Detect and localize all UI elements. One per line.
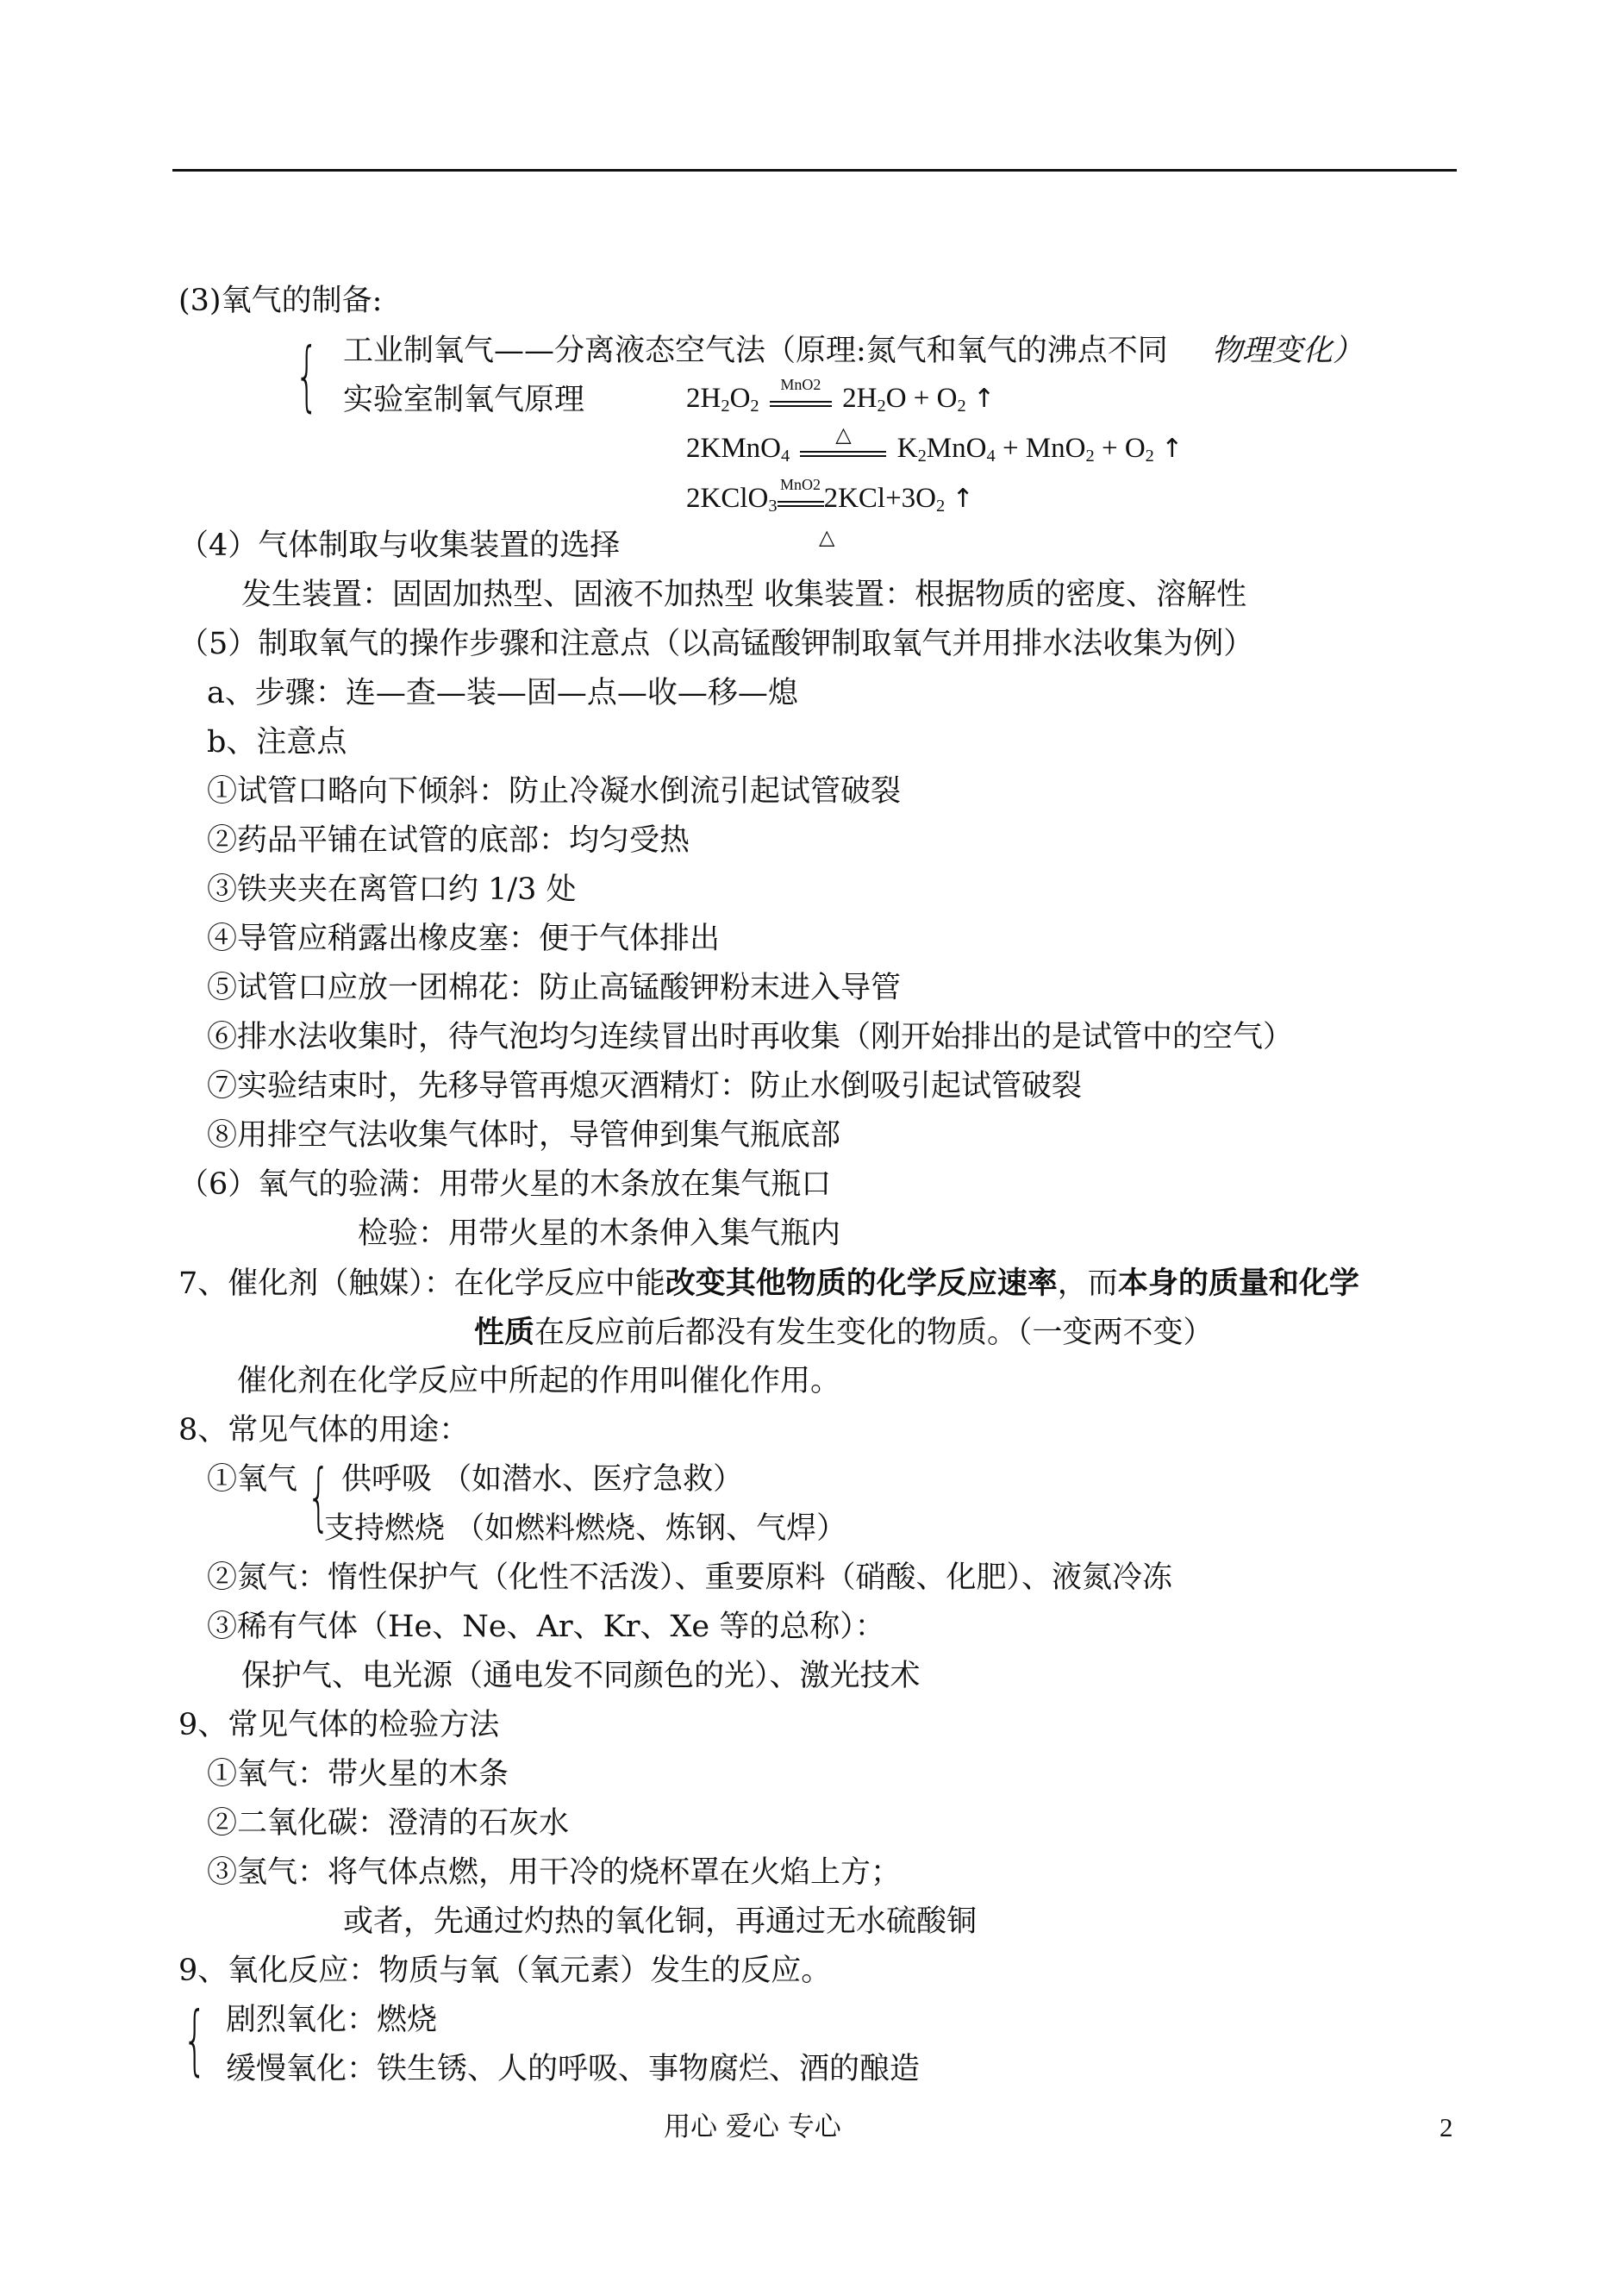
section7-definition: 7、催化剂（触媒）：在化学反应中能改变其他物质的化学反应速率，而本身的质量和化学: [178, 1266, 1359, 1301]
section5-point-3: ③铁夹夹在离管口约 1/3 处: [207, 872, 577, 907]
nitrogen-uses: ②氮气：惰性保护气（化性不活泼）、重要原料（硝酸、化肥）、液氮冷冻: [207, 1560, 1173, 1595]
section7-definition-cont: 性质在反应前后都没有发生变化的物质。（一变两不变）: [474, 1315, 1214, 1350]
gas-arrow-icon: ↑: [1161, 434, 1184, 464]
section5-point-5: ⑤试管口应放一团棉花：防止高锰酸钾粉末进入导管: [207, 971, 902, 1005]
section7-catalysis: 催化剂在化学反应中所起的作用叫催化作用。: [237, 1364, 841, 1398]
catalyst-label: MnO2: [780, 376, 821, 393]
physical-change-note: 物理变化）: [1211, 334, 1363, 368]
rare-gases-uses: 保护气、电光源（通电发不同颜色的光）、激光技术: [241, 1659, 921, 1693]
section9a-heading: 9、常见气体的检验方法: [178, 1708, 500, 1742]
equation-h2o2: $2H_2O_2$ MnO2 $2H_2O + O_2$ ↑: [686, 376, 996, 416]
gas-arrow-icon: ↑: [972, 384, 996, 414]
section3-heading: (3)氧气的制备:: [178, 284, 383, 318]
test-hydrogen: ③氢气：将气体点燃，用干冷的烧杯罩在火焰上方；: [207, 1855, 902, 1890]
footer-motto: 用心 爱心 专心: [664, 2111, 841, 2142]
gas-arrow-icon: ↑: [952, 484, 974, 514]
section5-notes-label: b、注意点: [207, 725, 347, 760]
oxygen-use-combustion: 支持燃烧 （如燃料燃烧、炼钢、气焊）: [324, 1511, 847, 1546]
lab-oxygen-label: 实验室制氧气原理: [343, 383, 585, 417]
brace-3: {: [295, 331, 319, 420]
heat-label: △: [835, 424, 852, 447]
equation-kclo3: 2KClO$_3$ MnO2 $2KCl+3O_2$ ↑: [686, 476, 974, 516]
section5-steps: a、步骤：连—查—装—固—点—收—移—熄: [207, 676, 798, 710]
industrial-oxygen: 工业制氧气——分离液态空气法（原理:氮气和氧气的沸点不同 物理变化）: [343, 334, 1363, 368]
section9b-heading: 9、氧化反应：物质与氧（氧元素）发生的反应。: [178, 1954, 832, 1988]
test-co2: ②二氧化碳：澄清的石灰水: [207, 1806, 570, 1841]
section4-apparatus: 发生装置：固固加热型、固液不加热型 收集装置：根据物质的密度、溶解性: [241, 578, 1247, 612]
page-number: 2: [1440, 2112, 1453, 2142]
section5-point-7: ⑦实验结束时，先移导管再熄灭酒精灯：防止水倒吸引起试管破裂: [207, 1069, 1083, 1104]
section5-point-2: ②药品平铺在试管的底部：均匀受热: [207, 823, 690, 858]
heat-label-under: △: [819, 527, 835, 549]
oxygen-label: ①氧气: [207, 1462, 298, 1497]
section6-line1: （6）氧气的验满：用带火星的木条放在集气瓶口: [178, 1167, 832, 1202]
test-oxygen: ①氧气：带火星的木条: [207, 1757, 509, 1792]
test-hydrogen-alt: 或者，先通过灼热的氧化铜，再通过无水硫酸铜: [343, 1904, 978, 1939]
section5-point-4: ④导管应稍露出橡皮塞：便于气体排出: [207, 922, 721, 956]
section5-point-1: ①试管口略向下倾斜：防止冷凝水倒流引起试管破裂: [207, 774, 902, 809]
header-rule: [172, 169, 1457, 172]
equation-kmno4: 2KMnO$_4$ △ $K_2MnO_4 + MnO_2 + O_2$ ↑: [686, 424, 1184, 466]
rapid-oxidation: 剧烈氧化：燃烧: [226, 2003, 438, 2037]
rare-gases: ③稀有气体（He、Ne、Ar、Kr、Xe 等的总称）：: [207, 1610, 885, 1644]
oxygen-use-breathing: 供呼吸 （如潜水、医疗急救）: [341, 1462, 744, 1497]
brace-9: {: [183, 1995, 207, 2084]
section5-heading: （5）制取氧气的操作步骤和注意点（以高锰酸钾制取氧气并用排水法收集为例）: [178, 627, 1254, 661]
section5-point-8: ⑧用排空气法收集气体时，导管伸到集气瓶底部: [207, 1118, 841, 1153]
brace-8: {: [307, 1454, 331, 1540]
slow-oxidation: 缓慢氧化：铁生锈、人的呼吸、事物腐烂、酒的酿造: [226, 2052, 921, 2086]
section4-heading: （4）气体制取与收集装置的选择: [178, 528, 621, 563]
section8-heading: 8、常见气体的用途：: [178, 1413, 470, 1448]
section6-line2: 检验：用带火星的木条伸入集气瓶内: [358, 1216, 841, 1251]
catalyst-label: MnO2: [780, 476, 821, 493]
section5-point-6: ⑥排水法收集时，待气泡均匀连续冒出时再收集（刚开始排出的是试管中的空气）: [207, 1020, 1294, 1054]
